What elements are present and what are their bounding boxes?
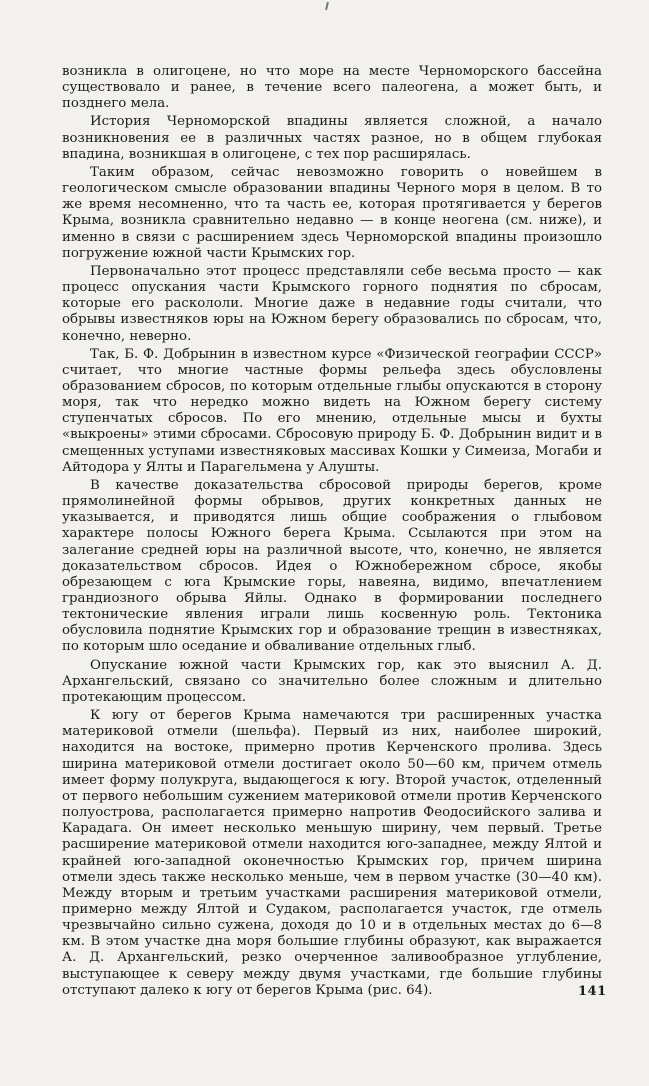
paragraph-continuation: возникла в олигоцене, но что море на месте Черноморского бассейна существовало и ранее, в течение всего палеогена, а может быть, и позднего мела. — [62, 64, 602, 112]
page-text — [62, 64, 602, 999]
paragraph-arkhangelsky: Опускание южной части Крымских гор, как это выяснил А. Д. Архангельский, связано со значительно более сложным и длительно протекающим процессом. — [62, 657, 602, 705]
paragraph-basin-history: История Черноморской впадины является сложной, а начало возникновения ее в различных частях разное, но в общем глубокая впадина, возникшая в олигоцене, с тех пор расширялась. — [62, 114, 602, 162]
page-number: 141 — [578, 984, 607, 999]
paragraph-evidence: В качестве доказательства сбросовой природы берегов, кроме прямолинейной формы обрывов, других конкретных данных не указывается, и приводятся лишь общие соображения о глыбовом характере полосы Южного берега Крыма. Ссылаются при этом на залегание средней юры на различной высоте, что, конечно, не является доказательством сбросов. Идея о Южнобережном сбросе, якобы обрезающем с юга Крымские горы, навеяна, видимо, впечатлением грандиозного обрыва Яйлы. Однако в формировании последнего тектонические явления играли лишь косвенную роль. Тектоника обусловила поднятие Крымских гор и образование трещин в известняках, по которым шло оседание и обваливание отдельных глыб. — [62, 477, 602, 655]
paragraph-fault-hypothesis: Первоначально этот процесс представляли себе весьма просто — как процесс опускания части Крымского горного поднятия по сбросам, которые его раскололи. Многие даже в недавние годы считали, что обрывы известняков юры на Южном берегу образовались по сбросам, что, конечно, неверно. — [62, 263, 602, 344]
paragraph-dobrynin: Так, Б. Ф. Добрынин в известном курсе «Физической географии СССР» считает, что многие частные формы рельефа здесь обусловлены образованием сбросов, по которым отдельные глыбы опускаются в сторону моря, так что нередко можно видеть на Южном берегу систему ступенчатых сбросов. По его мнению, отдельные мысы и бухты «выкроены» этими сбросами. Сбросовую природу Б. Ф. Добрынин видит и в смещенных уступами известняковых массивах Кошки у Симеиза, Могаби и Айтодора у Ялты и Парагельмена у Алушты. — [62, 346, 602, 475]
paragraph-recent-formation: Таким образом, сейчас невозможно говорить о новейшем в геологическом смысле образовании впадины Черного моря в целом. В то же время несомненно, что та часть ее, которая протягивается у берегов Крыма, возникла сравнительно недавно — в конце неогена (см. ниже), и именно в связи с расширением здесь Черноморской впадины произошло погружение южной части Крымских гор. — [62, 164, 602, 261]
paragraph-shelf: К югу от берегов Крыма намечаются три расширенных участка материковой отмели (шельфа). Первый из них, наиболее широкий, находится на востоке, примерно против Керченского пролива. Здесь ширина материковой отмели достигает около 50—60 км, причем отмель имеет форму полукруга, выдающегося к югу. Второй участок, отделенный от первого небольшим сужением материковой отмели против Керченского полуострова, располагается примерно напротив Феодосийского залива и Карадага. Он имеет несколько меньшую ширину, чем первый. Третье расширение материковой отмели находится юго-западнее, между Ялтой и крайней юго-западной оконечностью Крымских гор, причем ширина отмели здесь также несколько меньше, чем в первом участке (30—40 км). Между вторым и третьим участками расширения материковой отмели, примерно между Ялтой и Судаком, располагается участок, где отмель чрезвычайно сильно сужена, доходя до 10 и в отдельных местах до 6—8 км. В этом участке дна моря большие глубины образуют, как выражается А. Д. Архангельский, резко очерченное заливообразное углубление, выступающее к северу между двумя участками, где большие глубины отступают далеко к югу от берегов Крыма (рис. 64). — [62, 708, 602, 998]
scan-speck — [325, 2, 329, 10]
